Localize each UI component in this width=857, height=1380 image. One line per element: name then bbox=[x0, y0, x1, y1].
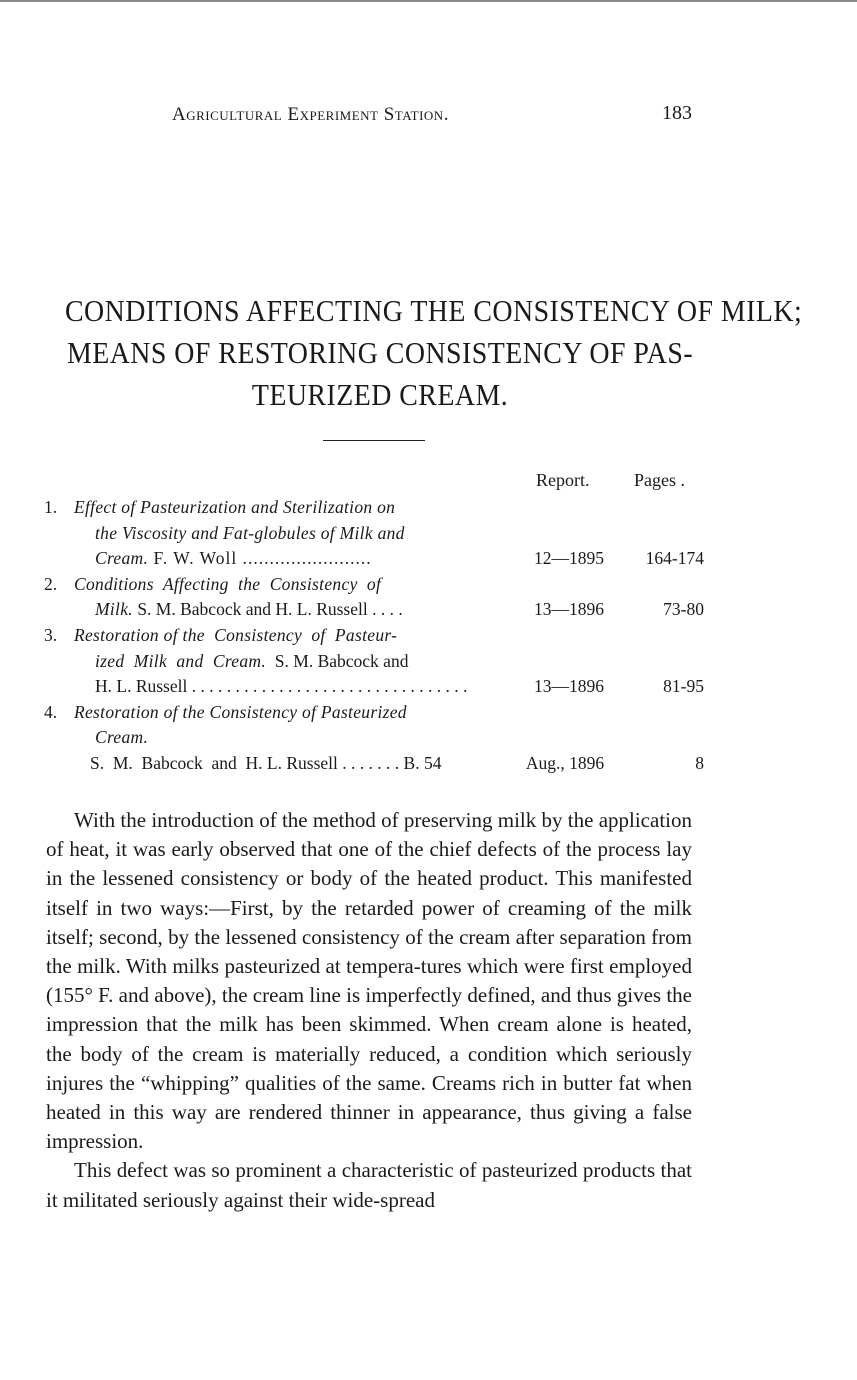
reference-item bbox=[44, 700, 704, 777]
column-header-pages: Pages . bbox=[634, 470, 685, 490]
reference-pages: 81-95 bbox=[663, 676, 704, 697]
title-line-1: CONDITIONS AFFECTING THE CONSISTENCY OF MILK; bbox=[65, 293, 803, 328]
page-number: 183 bbox=[662, 102, 692, 124]
reference-pages: 73-80 bbox=[663, 599, 704, 620]
reference-title: Cream. bbox=[95, 548, 149, 569]
reference-report: 13—1896 bbox=[534, 676, 604, 697]
title-line-3: TEURIZED CREAM. bbox=[251, 377, 509, 412]
reference-pages: 8 bbox=[695, 752, 704, 773]
reference-item bbox=[44, 572, 704, 623]
reference-author: H. L. Russell . . . . . . . . . . . . . . . . . . . . . . . . . . . . . . . . bbox=[95, 676, 468, 697]
reference-author: S. M. Babcock and bbox=[266, 650, 409, 671]
title-line-2: MEANS OF RESTORING CONSISTENCY OF PAS- bbox=[66, 335, 694, 370]
body-text bbox=[46, 806, 692, 1215]
column-header-report: Report. bbox=[536, 470, 590, 490]
reference-title: ized Milk and Cream. bbox=[95, 650, 267, 671]
page-edge-line bbox=[0, 0, 857, 2]
reference-list bbox=[44, 495, 704, 777]
running-head: Agricultural Experiment Station. bbox=[172, 104, 449, 125]
reference-title: Milk. bbox=[95, 599, 133, 620]
article-title bbox=[65, 290, 803, 416]
reference-pages: 164-174 bbox=[645, 548, 704, 569]
reference-number: 1. bbox=[44, 497, 58, 517]
page-header bbox=[0, 100, 857, 130]
reference-item bbox=[44, 623, 704, 700]
paragraph: This defect was so prominent a characteristic of pasteurized products that it militated seriously against their wide-spread bbox=[46, 1158, 692, 1212]
reference-author: S. M. Babcock and H. L. Russell . . . . . . . B. 54 bbox=[90, 752, 442, 773]
reference-title: Cream. bbox=[95, 727, 149, 748]
reference-number: 2. bbox=[44, 573, 58, 594]
reference-number: 4. bbox=[44, 701, 58, 722]
reference-title: Effect of Pasteurization and Sterilization on bbox=[74, 497, 396, 517]
title-divider bbox=[323, 440, 425, 441]
reference-title: the Viscosity and Fat-globules of Milk and bbox=[95, 522, 405, 543]
reference-number: 3. bbox=[44, 624, 58, 645]
reference-report: Aug., 1896 bbox=[525, 752, 605, 773]
paragraph: With the introduction of the method of preserving milk by the application of heat, it was early observed that one of the chief defects of the process lay in the lessened consistency or body of the heated product. This manifested itself in two ways:—First, by the retarded power of creaming of the milk itself; second, by the lessened consistency of the cream after separation from the milk. With milks pasteurized at tempera-tures which were first employed (155° F. and above), the cream line is imperfectly defined, and thus gives the impression that the milk has been skimmed. When cream alone is heated, the body of the cream is materially reduced, a condition which seriously injures the “whipping” qualities of the same. Creams rich in butter fat when heated in this way are rendered thinner in appearance, thus giving a false impression. bbox=[46, 808, 692, 1154]
reference-item bbox=[44, 495, 704, 572]
reference-title: Restoration of the Consistency of Pasteurized bbox=[74, 701, 407, 722]
reference-author: S. M. Babcock and H. L. Russell . . . . bbox=[132, 599, 403, 620]
reference-report: 12—1895 bbox=[534, 548, 604, 569]
reference-author: F. W. Woll ........................ bbox=[148, 548, 372, 569]
reference-report: 13—1896 bbox=[534, 599, 604, 620]
reference-title: Conditions Affecting the Consistency of bbox=[74, 573, 382, 594]
reference-title: Restoration of the Consistency of Pasteur- bbox=[74, 624, 398, 645]
